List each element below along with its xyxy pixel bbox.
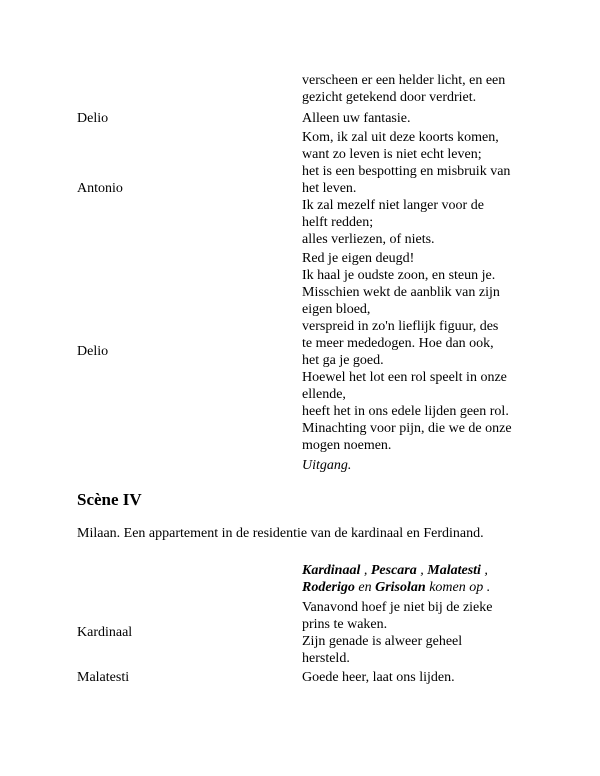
- speaker-name: Kardinaal: [77, 625, 133, 640]
- dialogue-line: het ga je goed.: [302, 353, 384, 368]
- dialogue-line: Vanavond hoef je niet bij de zieke: [302, 600, 493, 615]
- dialogue-lines: [302, 599, 552, 667]
- dialogue-lines: [302, 250, 552, 474]
- dialogue-line: verspreid in zo'n lieflijk figuur, des: [302, 319, 499, 334]
- separator: en: [354, 580, 376, 595]
- dialogue-line: Red je eigen deugd!: [302, 251, 415, 266]
- speaker-name: Delio: [77, 111, 109, 126]
- separator: ,: [416, 563, 428, 578]
- dialogue-line: te meer mededogen. Hoe dan ook,: [302, 336, 494, 351]
- dialogue-line: Hoewel het lot een rol speelt in onze: [302, 370, 507, 385]
- dialogue-line: want zo leven is niet echt leven;: [302, 147, 482, 162]
- dialogue-lines: [302, 129, 552, 248]
- dialogue-line: helft redden;: [302, 215, 374, 230]
- character-name: Malatesti: [427, 563, 481, 578]
- dialogue-line: Kom, ik zal uit deze koorts komen,: [302, 130, 499, 145]
- dialogue-lines: [302, 72, 552, 106]
- dialogue-line: Misschien wekt de aanblik van zijn: [302, 285, 500, 300]
- dialogue-lines: [302, 110, 552, 127]
- dialogue-line: eigen bloed,: [302, 302, 371, 317]
- dialogue-line: Ik haal je oudste zoon, en steun je.: [302, 268, 496, 283]
- stage-direction: Uitgang.: [302, 458, 352, 473]
- dialogue-line: het is een bespotting en misbruik van: [302, 164, 511, 179]
- scene-setting: Milaan. Een appartement in de residentie van de kardinaal en Ferdinand.: [77, 526, 484, 541]
- dialogue-line: Alleen uw fantasie.: [302, 111, 411, 126]
- dialogue-line: Zijn genade is alweer geheel: [302, 634, 463, 649]
- dialogue-line: hersteld.: [302, 651, 350, 666]
- dialogue-line: mogen noemen.: [302, 438, 392, 453]
- dialogue-lines: [302, 669, 552, 686]
- dialogue-line: Ik zal mezelf niet langer voor de: [302, 198, 484, 213]
- character-name: Grisolan: [375, 580, 426, 595]
- dialogue-line: alles verliezen, of niets.: [302, 232, 435, 247]
- character-name: Roderigo: [302, 580, 355, 595]
- character-name: Kardinaal: [302, 563, 361, 578]
- dialogue-line: ellende,: [302, 387, 346, 402]
- dialogue-line: verscheen er een helder licht, en een: [302, 73, 506, 88]
- separator: ,: [360, 563, 371, 578]
- speaker-name: Antonio: [77, 181, 123, 196]
- speaker-name: Delio: [77, 344, 109, 359]
- dialogue-line: Minachting voor pijn, die we de onze: [302, 421, 512, 436]
- entrance-direction: [302, 562, 552, 596]
- dialogue-line: het leven.: [302, 181, 357, 196]
- separator: komen op .: [425, 580, 491, 595]
- dialogue-line: prins te waken.: [302, 617, 388, 632]
- speaker-name: Malatesti: [77, 670, 130, 685]
- dialogue-line: Goede heer, laat ons lijden.: [302, 670, 455, 685]
- character-name: Pescara: [370, 563, 417, 578]
- separator: ,: [480, 563, 488, 578]
- dialogue-line: heeft het in ons edele lijden geen rol.: [302, 404, 509, 419]
- dialogue-line: gezicht getekend door verdriet.: [302, 90, 477, 105]
- scene-heading: Scène IV: [77, 490, 142, 509]
